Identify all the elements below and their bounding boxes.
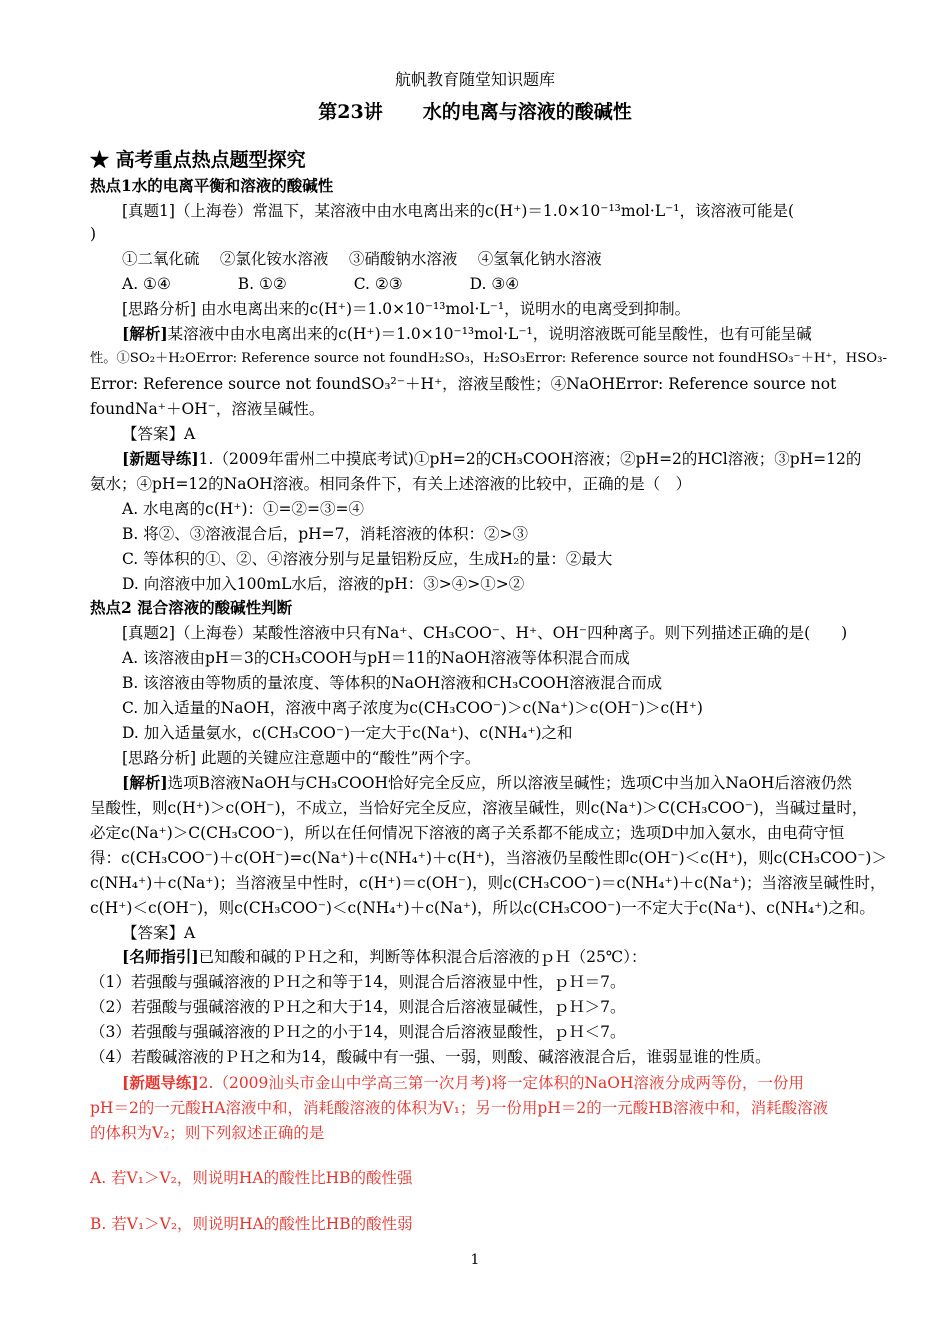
hot1-practice-option-a: A. 水电离的c(H⁺)：①=②=③=④ <box>122 500 364 518</box>
hot2-practice-line1: [新题导练]2.（2009汕头市金山中学高三第一次月考)将一定体积的NaOH溶液分成两等份，一份用 <box>122 1073 804 1092</box>
hot2-explanation-line2: 呈酸性，则c(H⁺)＞c(OH⁻)，不成立，当恰好完全反应，溶液呈碱性，则c(Na⁺)＞C(CH₃COO⁻)，当碱过量时， <box>90 799 868 817</box>
hot1-practice-line1: [新题导练]1.（2009年雷州二中摸底考试)①pH=2的CH₃COOH溶液；②pH=2的HCl溶液；③pH=12的 <box>122 449 862 468</box>
hot2-explanation-line1: [解析]选项B溶液NaOH与CH₃COOH恰好完全反应，所以溶液呈碱性；选项C中当加入NaOH后溶液仍然 <box>122 773 852 792</box>
lecture-number: 第23讲 <box>318 101 383 123</box>
teacher-tip-intro: [名师指引]已知酸和碱的ＰＨ之和，判断等体积混合后溶液的ｐＨ（25℃）： <box>122 947 647 966</box>
hot2-option-a: A. 该溶液由pH＝3的CH₃COOH与pH＝11的NaOH溶液等体积混合而成 <box>122 649 630 667</box>
lecture-title <box>0 100 950 124</box>
hot2-practice-line3: 的体积为V₂；则下列叙述正确的是 <box>90 1124 325 1142</box>
library-header: 航帆教育随堂知识题库 <box>394 70 555 89</box>
hot1-practice-option-d: D. 向溶液中加入100mL水后，溶液的pH：③>④>①>② <box>122 575 525 593</box>
hot1-practice-option-c: C. 等体积的①、②、④溶液分别与足量铝粉反应，生成H₂的量：②最大 <box>122 550 613 568</box>
hot2-explanation-line6: c(H⁺)＜c(OH⁻)，则c(CH₃COO⁻)＜c(NH₄⁺)＋c(Na⁺)，所以c(CH₃COO⁻)一不定大于c(Na⁺)、c(NH₄⁺)之和。 <box>90 899 875 917</box>
teacher-tip-item-3: （3）若强酸与强碱溶液的ＰＨ之的小于14，则混合后溶液显酸性，ｐＨ＜7。 <box>90 1023 626 1041</box>
hot2-explanation-line5: c(NH₄⁺)＋c(Na⁺)；当溶液呈中性时，c(H⁺)＝c(OH⁻)，则c(CH₃COO⁻)＝c(NH₄⁺)＋c(Na⁺)；当溶液呈碱性时， <box>90 874 886 892</box>
teacher-tip-item-4: （4）若酸碱溶液的ＰＨ之和为14，酸碱中有一强、一弱，则酸、碱溶液混合后，谁弱显谁的性质。 <box>90 1048 771 1066</box>
jiexi-tag: [解析] <box>122 773 168 792</box>
jiexi-tag: [解析] <box>122 324 168 343</box>
hot2-option-b: B. 该溶液由等物质的量浓度、等体积的NaOH溶液和CH₃COOH溶液混合而成 <box>122 674 663 692</box>
hot2-practice-line2: pH＝2的一元酸HA溶液中和，消耗酸溶液的体积为V₁；另一份用pH＝2的一元酸HB溶液中和，消耗酸溶液 <box>90 1099 829 1117</box>
hot1-question-line1: [真题1]（上海卷）常温下，某溶液中由水电离出来的c(H⁺)＝1.0×10⁻¹³mol·L⁻¹，该溶液可能是( <box>122 202 795 220</box>
lecture-topic: 水的电离与溶液的酸碱性 <box>422 101 632 123</box>
hot2-practice-option-a: A. 若V₁＞V₂，则说明HA的酸性比HB的酸性强 <box>90 1169 413 1187</box>
hot1-explanation-line4: foundNa⁺＋OH⁻，溶液呈碱性。 <box>90 400 325 418</box>
hot2-analysis: [思路分析] 此题的关键应注意题中的“酸性”两个字。 <box>122 749 481 767</box>
hot2-option-d: D. 加入适量氨水，c(CH₃COO⁻)一定大于c(Na⁺)、c(NH₄⁺)之和 <box>122 724 573 742</box>
hot1-practice-option-b: B. 将②、③溶液混合后，pH=7，消耗溶液的体积：②>③ <box>122 525 529 543</box>
hot1-choices: A. ①④ B. ①② C. ②③ D. ③④ <box>122 275 520 293</box>
hot1-title: 热点1水的电离平衡和溶液的酸碱性 <box>90 176 334 195</box>
hot1-explanation-line3: Error: Reference source not foundSO₃²⁻＋H⁺，溶液呈酸性；④NaOHError: Reference source not <box>90 375 837 393</box>
page-number: 1 <box>470 1252 480 1268</box>
practice-tag: [新题导练] <box>122 1073 199 1092</box>
hot1-explanation-line1: [解析]某溶液中由水电离出来的c(H⁺)＝1.0×10⁻¹³mol·L⁻¹，说明溶液既可能呈酸性，也有可能呈碱 <box>122 324 812 343</box>
hot2-answer: 【答案】A <box>122 924 196 942</box>
hot2-option-c: C. 加入适量的NaOH，溶液中离子浓度为c(CH₃COO⁻)＞c(Na⁺)＞c(OH⁻)＞c(H⁺) <box>122 699 703 717</box>
hot2-title: 热点2 混合溶液的酸碱性判断 <box>90 598 293 617</box>
teacher-tip-tag: [名师指引] <box>122 947 199 966</box>
hot1-explanation-line2: 性。①SO₂＋H₂OError: Reference source not foundH₂SO₃，H₂SO₃Error: Reference source not foundHSO₃⁻＋H⁺，HSO₃- <box>90 351 887 366</box>
teacher-tip-item-1: （1）若强酸与强碱溶液的ＰＨ之和等于14，则混合后溶液显中性，ｐＨ＝7。 <box>90 973 626 991</box>
hot1-options-list: ①二氧化硫 ②氯化铵水溶液 ③硝酸钠水溶液 ④氢氧化钠水溶液 <box>122 250 602 268</box>
hot1-practice-line2: 氨水；④pH=12的NaOH溶液。相同条件下，有关上述溶液的比较中，正确的是（ ） <box>90 475 692 493</box>
hot2-explanation-line3: 必定c(Na⁺)＞C(CH₃COO⁻)，所以在任何情况下溶液的离子关系都不能成立；选项D中加入氨水，由电荷守恒 <box>90 824 845 842</box>
hot1-analysis: [思路分析] 由水电离出来的c(H⁺)＝1.0×10⁻¹³mol·L⁻¹，说明水的电离受到抑制。 <box>122 300 691 318</box>
section-heading: ★ 高考重点热点题型探究 <box>90 149 306 171</box>
practice-tag: [新题导练] <box>122 449 199 468</box>
hot2-practice-option-b: B. 若V₁＞V₂，则说明HA的酸性比HB的酸性弱 <box>90 1215 413 1233</box>
hot1-question-line2: ) <box>90 225 97 243</box>
teacher-tip-item-2: （2）若强酸与强碱溶液的ＰＨ之和大于14，则混合后溶液显碱性，ｐＨ＞7。 <box>90 998 626 1016</box>
hot2-explanation-line4: 得：c(CH₃COO⁻)＋c(OH⁻)=c(Na⁺)＋c(NH₄⁺)＋c(H⁺)，当溶液仍呈酸性即c(OH⁻)＜c(H⁺)，则c(CH₃COO⁻)＞ <box>90 849 887 867</box>
hot2-question: [真题2]（上海卷）某酸性溶液中只有Na⁺、CH₃COO⁻、H⁺、OH⁻四种离子。则下列描述正确的是( ) <box>122 624 848 642</box>
hot1-answer: 【答案】A <box>122 425 196 443</box>
